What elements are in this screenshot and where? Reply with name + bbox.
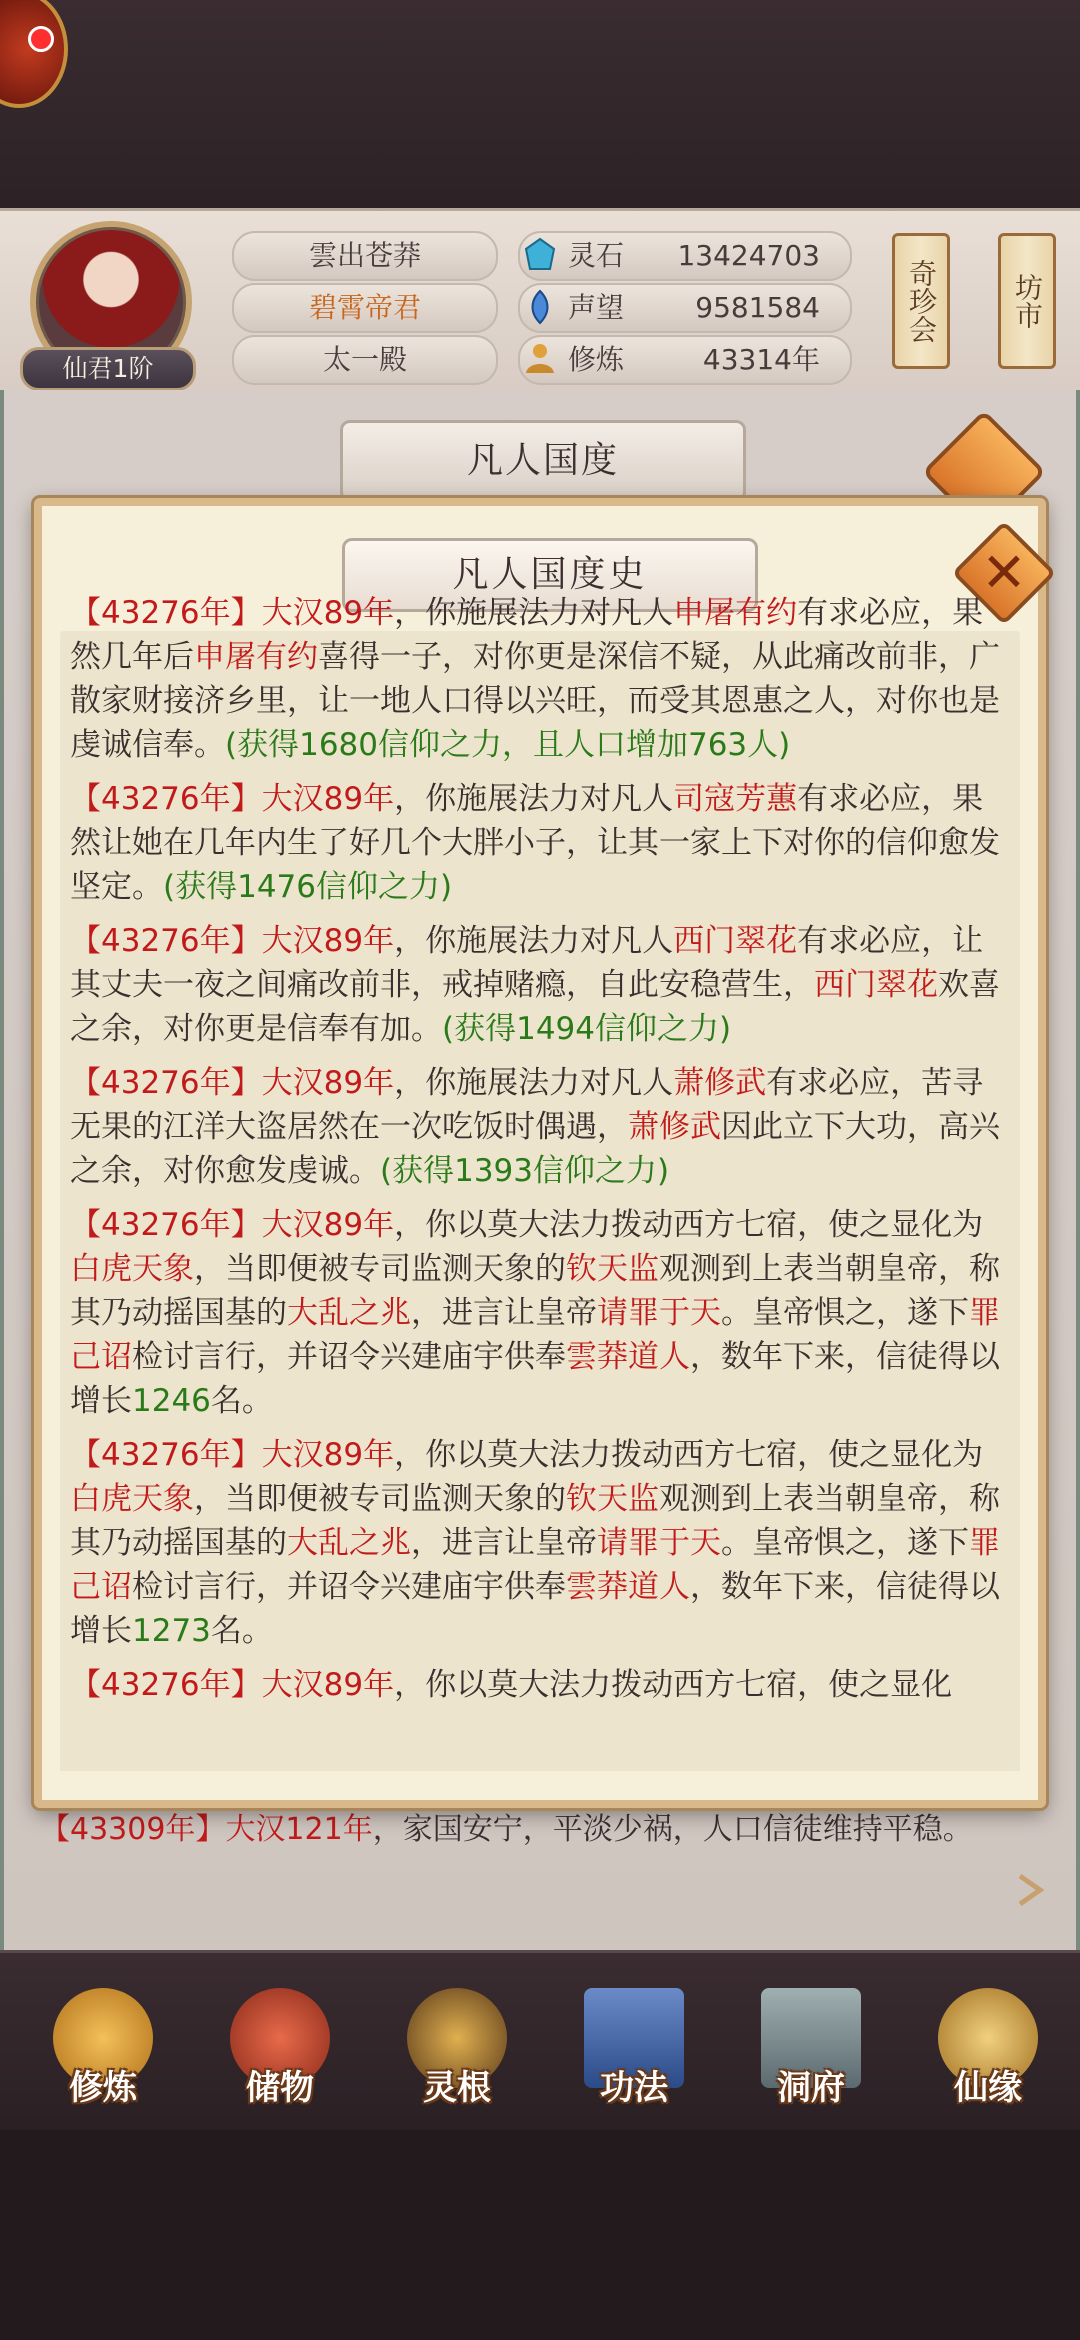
cultivation-icon	[522, 341, 558, 377]
highlight-text: 申屠有约	[673, 595, 798, 631]
log-entry	[70, 591, 1010, 767]
highlight-text: 罪己诏	[70, 1295, 1000, 1375]
highlight-text: 请罪于天	[597, 1295, 721, 1331]
highlight-text: 钦天监	[566, 1251, 659, 1287]
highlight-text: 【43309年】	[40, 1812, 226, 1847]
log-text: 欢喜之余，对你更是信奉有加。	[70, 967, 1000, 1047]
log-text: ，你施展法力对凡人	[394, 781, 674, 817]
log-entry	[70, 1663, 1010, 1707]
highlight-text: 萧修武	[673, 1065, 767, 1101]
highlight-text: 大汉89年	[261, 923, 395, 959]
resource-spirit-stone[interactable]: 灵石 13424703	[518, 231, 852, 281]
log-text: ，当即便被专司监测天象的	[194, 1251, 566, 1287]
highlight-text: 白虎天象	[70, 1481, 194, 1517]
history-log[interactable]	[60, 595, 1020, 1771]
nav-immortal-fate[interactable]: 仙缘	[923, 1988, 1053, 2128]
highlight-text: 钦天监	[566, 1481, 659, 1517]
log-text: ，你施展法力对凡人	[394, 923, 674, 959]
nav-technique[interactable]: 功法	[569, 1988, 699, 2128]
reward-text: (获得1680信仰之力，且人口增加763人)	[225, 727, 791, 763]
highlight-text: 雲莽道人	[566, 1569, 690, 1605]
highlight-text: 大汉89年	[261, 1207, 395, 1243]
log-text: 喜得一子，对你更是深信不疑，从此痛改前非，广散家财接济乡里，让一地人口得以兴旺，而受其恩惠之人，对你也是虔诚信奉。	[70, 639, 1000, 763]
section-title: 凡人国度	[340, 420, 746, 502]
log-text: ，你以莫大法力拨动西方七宿，使之显化	[394, 1667, 953, 1703]
log-text: 名。	[210, 1383, 273, 1419]
rank-badge: 仙君1阶	[20, 347, 196, 391]
treasure-auction-button[interactable]: 奇珍会	[892, 233, 950, 369]
log-text: 检讨言行，并诏令兴建庙宇供奉	[132, 1569, 566, 1605]
log-entry	[70, 1433, 1010, 1653]
highlight-text: 大汉89年	[261, 1667, 395, 1703]
highlight-text: 大汉89年	[261, 781, 395, 817]
highlight-text: 【43276年】	[70, 1437, 262, 1473]
player-header	[0, 208, 1080, 394]
highlight-text: 申屠有约	[194, 639, 318, 675]
highlight-text: 雲莽道人	[566, 1339, 690, 1375]
top-band	[0, 0, 1080, 210]
nav-spirit-root[interactable]: 灵根	[392, 1988, 522, 2128]
log-text: ，家国安宁，平淡少祸，人口信徒维持平稳。	[372, 1812, 973, 1847]
background-log-entry	[40, 1805, 1050, 1855]
resource-cultivation[interactable]: 修炼 43314年	[518, 335, 852, 385]
bottom-bar	[0, 2130, 1080, 2340]
highlight-text: 【43276年】	[70, 923, 262, 959]
log-text: 检讨言行，并诏令兴建庙宇供奉	[132, 1339, 566, 1375]
reward-text: (获得1476信仰之力)	[163, 869, 453, 905]
log-text: 有求必应，果然让她在几年内生了好几个大胖小子，让其一家上下对你的信仰愈发坚定。	[70, 781, 1000, 905]
highlight-text: 司寇芳蕙	[673, 781, 798, 817]
reward-text: 1273	[132, 1613, 211, 1649]
log-entry	[70, 919, 1010, 1051]
log-text: 。皇帝惧之，遂下	[721, 1295, 969, 1331]
log-text: ，当即便被专司监测天象的	[194, 1481, 566, 1517]
highlight-text: 罪己诏	[70, 1525, 1000, 1605]
highlight-text: 大汉89年	[261, 1065, 395, 1101]
log-text: 因此立下大功，高兴之余，对你愈发虔诚。	[70, 1109, 1000, 1189]
player-title: 碧霄帝君	[232, 283, 498, 333]
log-text: 观测到上表当朝皇帝，称其乃动摇国基的	[70, 1251, 1000, 1331]
highlight-text: 大汉89年	[261, 1437, 395, 1473]
highlight-text: 【43276年】	[70, 1207, 262, 1243]
close-icon[interactable]: ✕	[981, 541, 1027, 604]
reputation-icon	[522, 289, 558, 325]
log-text: ，你以莫大法力拨动西方七宿，使之显化为	[394, 1207, 984, 1243]
highlight-text: 【43276年】	[70, 595, 262, 631]
log-text: 名。	[210, 1613, 273, 1649]
log-text: 观测到上表当朝皇帝，称其乃动摇国基的	[70, 1481, 1000, 1561]
modal-title: 凡人国度史	[342, 538, 758, 612]
log-text: ，你施展法力对凡人	[394, 1065, 674, 1101]
arrow-right-icon[interactable]	[1010, 1870, 1050, 1910]
log-entry	[70, 1203, 1010, 1423]
log-text: 。皇帝惧之，遂下	[721, 1525, 969, 1561]
nav-cultivate[interactable]: 修炼	[38, 1988, 168, 2128]
reward-text: (获得1393信仰之力)	[380, 1153, 670, 1189]
highlight-text: 大乱之兆	[287, 1525, 411, 1561]
notification-dot	[28, 26, 54, 52]
log-entry	[70, 777, 1010, 909]
log-text: ，你施展法力对凡人	[394, 595, 674, 631]
highlight-text: 【43276年】	[70, 1065, 262, 1101]
spirit-stone-icon	[522, 237, 558, 273]
log-text: 有求必应，果然几年后	[70, 595, 984, 675]
reward-text: (获得1494信仰之力)	[442, 1011, 732, 1047]
log-entry	[70, 1061, 1010, 1193]
log-text: ，进言让皇帝	[411, 1525, 597, 1561]
highlight-text: 萧修武	[628, 1109, 721, 1145]
log-text: ，进言让皇帝	[411, 1295, 597, 1331]
log-text: ，数年下来，信徒得以增长	[70, 1569, 1000, 1649]
player-name: 雲出苍莽	[232, 231, 498, 281]
log-text: 有求必应，让其丈夫一夜之间痛改前非，戒掉赌瘾，自此安稳营生，	[70, 923, 984, 1003]
highlight-text: 白虎天象	[70, 1251, 194, 1287]
history-modal	[34, 498, 1046, 1808]
highlight-text: 西门翠花	[673, 923, 798, 959]
nav-cave-palace[interactable]: 洞府	[746, 1988, 876, 2128]
highlight-text: 大乱之兆	[287, 1295, 411, 1331]
highlight-text: 【43276年】	[70, 1667, 262, 1703]
bottom-nav	[0, 1950, 1080, 2133]
player-location: 太一殿	[232, 335, 498, 385]
scroll-fade	[60, 1741, 1020, 1771]
nav-storage[interactable]: 储物	[215, 1988, 345, 2128]
highlight-text: 请罪于天	[597, 1525, 721, 1561]
log-text: ，数年下来，信徒得以增长	[70, 1339, 1000, 1419]
log-text: ，你以莫大法力拨动西方七宿，使之显化为	[394, 1437, 984, 1473]
highlight-text: 大汉89年	[261, 595, 395, 631]
highlight-text: 西门翠花	[814, 967, 938, 1003]
highlight-text: 【43276年】	[70, 781, 262, 817]
market-button[interactable]: 坊市	[998, 233, 1056, 369]
reward-text: 1246	[132, 1383, 211, 1419]
log-text: 有求必应，苦寻无果的江洋大盗居然在一次吃饭时偶遇，	[70, 1065, 984, 1145]
highlight-text: 大汉121年	[225, 1812, 373, 1847]
resource-reputation[interactable]: 声望 9581584	[518, 283, 852, 333]
treasure-chest-icon[interactable]	[0, 0, 68, 108]
history-log-list	[70, 591, 1010, 1717]
